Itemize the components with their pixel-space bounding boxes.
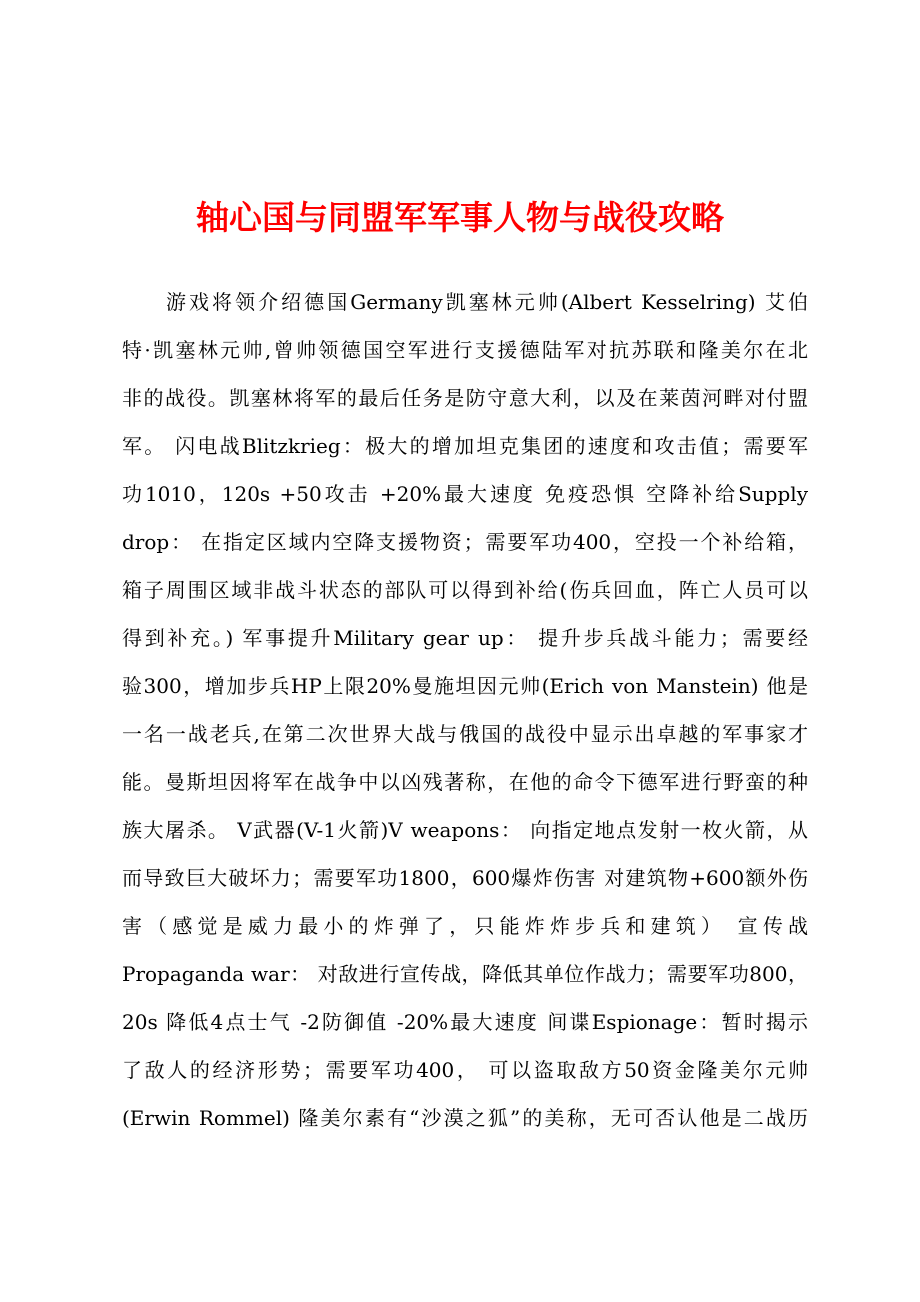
paragraph-line: 得到补充。) 军事提升Military gear up： 提升步兵战斗能力；需要经 (122, 626, 808, 650)
paragraph-line: 游戏将领介绍德国Germany凯塞林元帅(Albert Kesselring) 艾伯 (166, 290, 808, 314)
paragraph-line: 一名一战老兵,在第二次世界大战与俄国的战役中显示出卓越的军事家才 (122, 722, 808, 746)
paragraph-line: 族大屠杀。 V武器(V-1火箭)V weapons： 向指定地点发射一枚火箭，从 (122, 818, 808, 842)
body-paragraph (122, 278, 808, 1142)
paragraph-line: 非的战役。凯塞林将军的最后任务是防守意大利，以及在莱茵河畔对付盟 (122, 386, 808, 410)
paragraph-line: 箱子周围区域非战斗状态的部队可以得到补给(伤兵回血，阵亡人员可以 (122, 578, 808, 602)
paragraph-line: 功1010，120s +50攻击 +20%最大速度 免疫恐惧 空降补给Supply (122, 482, 808, 506)
paragraph-line: 军。 闪电战Blitzkrieg：极大的增加坦克集团的速度和攻击值；需要军 (122, 434, 808, 458)
paragraph-line: 特·凯塞林元帅,曾帅领德国空军进行支援德陆军对抗苏联和隆美尔在北 (122, 338, 808, 362)
document-title: 轴心国与同盟军军事人物与战役攻略 (196, 198, 724, 237)
paragraph-line: 20s 降低4点士气 -2防御值 -20%最大速度 间谍Espionage：暂时揭示 (122, 1010, 808, 1034)
paragraph-line: Propaganda war： 对敌进行宣传战，降低其单位作战力；需要军功800， (122, 962, 808, 986)
paragraph-line: 验300，增加步兵HP上限20%曼施坦因元帅(Erich von Manstein) 他是 (122, 674, 808, 698)
paragraph-line: 了敌人的经济形势；需要军功400， 可以盗取敌方50资金隆美尔元帅 (122, 1058, 808, 1082)
paragraph-line: (Erwin Rommel) 隆美尔素有“沙漠之狐”的美称，无可否认他是二战历 (122, 1106, 808, 1130)
paragraph-line: drop： 在指定区域内空降支援物资；需要军功400，空投一个补给箱， (122, 530, 808, 554)
paragraph-line: 害（感觉是威力最小的炸弹了，只能炸炸步兵和建筑） 宣传战 (122, 914, 808, 938)
paragraph-line: 能。曼斯坦因将军在战争中以凶残著称，在他的命令下德军进行野蛮的种 (122, 770, 808, 794)
paragraph-line: 而导致巨大破坏力；需要军功1800，600爆炸伤害 对建筑物+600额外伤 (122, 866, 808, 890)
